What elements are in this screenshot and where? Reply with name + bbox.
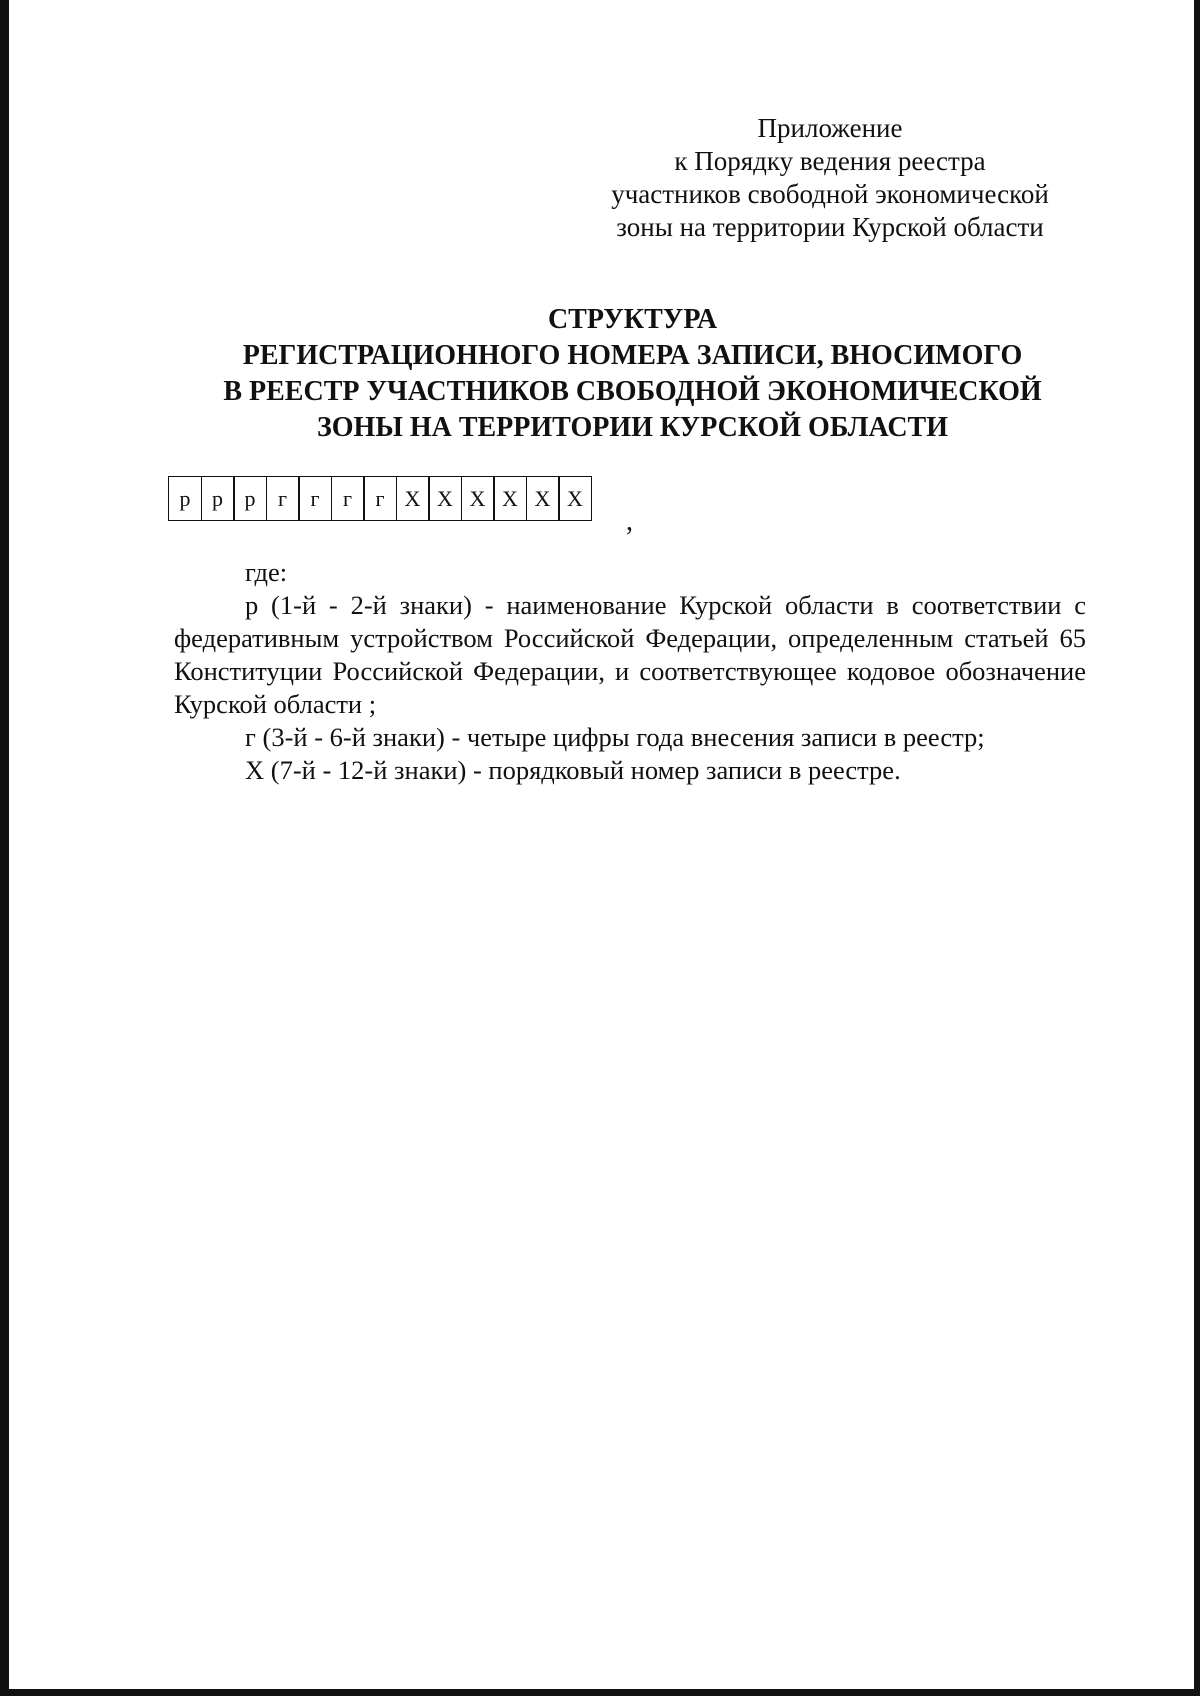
code-cell: X xyxy=(396,476,430,521)
legend xyxy=(174,556,1086,787)
scan-border-left xyxy=(0,0,9,1696)
appendix-line: участников свободной экономической xyxy=(611,179,1049,209)
code-cell: X xyxy=(428,476,462,521)
title-line: В РЕЕСТР УЧАСТНИКОВ СВОБОДНОЙ ЭКОНОМИЧЕСКОЙ xyxy=(223,376,1042,407)
title-line: СТРУКТУРА xyxy=(547,304,718,335)
legend-intro: где: xyxy=(245,557,288,587)
registration-number-structure xyxy=(168,476,592,521)
code-cell: р xyxy=(201,476,235,521)
title-line: ЗОНЫ НА ТЕРРИТОРИИ КУРСКОЙ ОБЛАСТИ xyxy=(317,412,948,443)
code-cell: X xyxy=(461,476,495,521)
code-cell: г xyxy=(298,476,332,521)
code-cell: г xyxy=(331,476,365,521)
legend-item-sequence: X (7-й - 12-й знаки) - порядковый номер записи в реестре. xyxy=(245,755,901,785)
code-cell: р xyxy=(168,476,202,521)
appendix-line: Приложение xyxy=(757,113,903,143)
scan-border-bottom xyxy=(0,1689,1200,1696)
scan-border-right xyxy=(1194,0,1200,1696)
code-cell: г xyxy=(363,476,397,521)
appendix-line: зоны на территории Курской области xyxy=(616,212,1044,242)
code-suffix: , xyxy=(626,506,633,537)
code-cell: р xyxy=(233,476,267,521)
legend-item-year: г (3-й - 6-й знаки) - четыре цифры года внесения записи в реестр; xyxy=(245,722,985,752)
code-cell: г xyxy=(266,476,300,521)
appendix-line: к Порядку ведения реестра xyxy=(674,146,986,176)
title-line: РЕГИСТРАЦИОННОГО НОМЕРА ЗАПИСИ, ВНОСИМОГО xyxy=(242,340,1023,371)
document-title xyxy=(100,302,1165,446)
code-cell: X xyxy=(493,476,527,521)
code-cell: X xyxy=(526,476,560,521)
code-cell: X xyxy=(558,476,592,521)
legend-item-region: р (1-й - 2-й знаки) - наименование Курской области в соответствии с федеративным устройством Российской Федерации, определенным статьей 65 Конституции Российской Федерации, и соответствующее кодовое обозначение Курской области ; xyxy=(174,590,1086,719)
appendix-header xyxy=(560,112,1100,244)
